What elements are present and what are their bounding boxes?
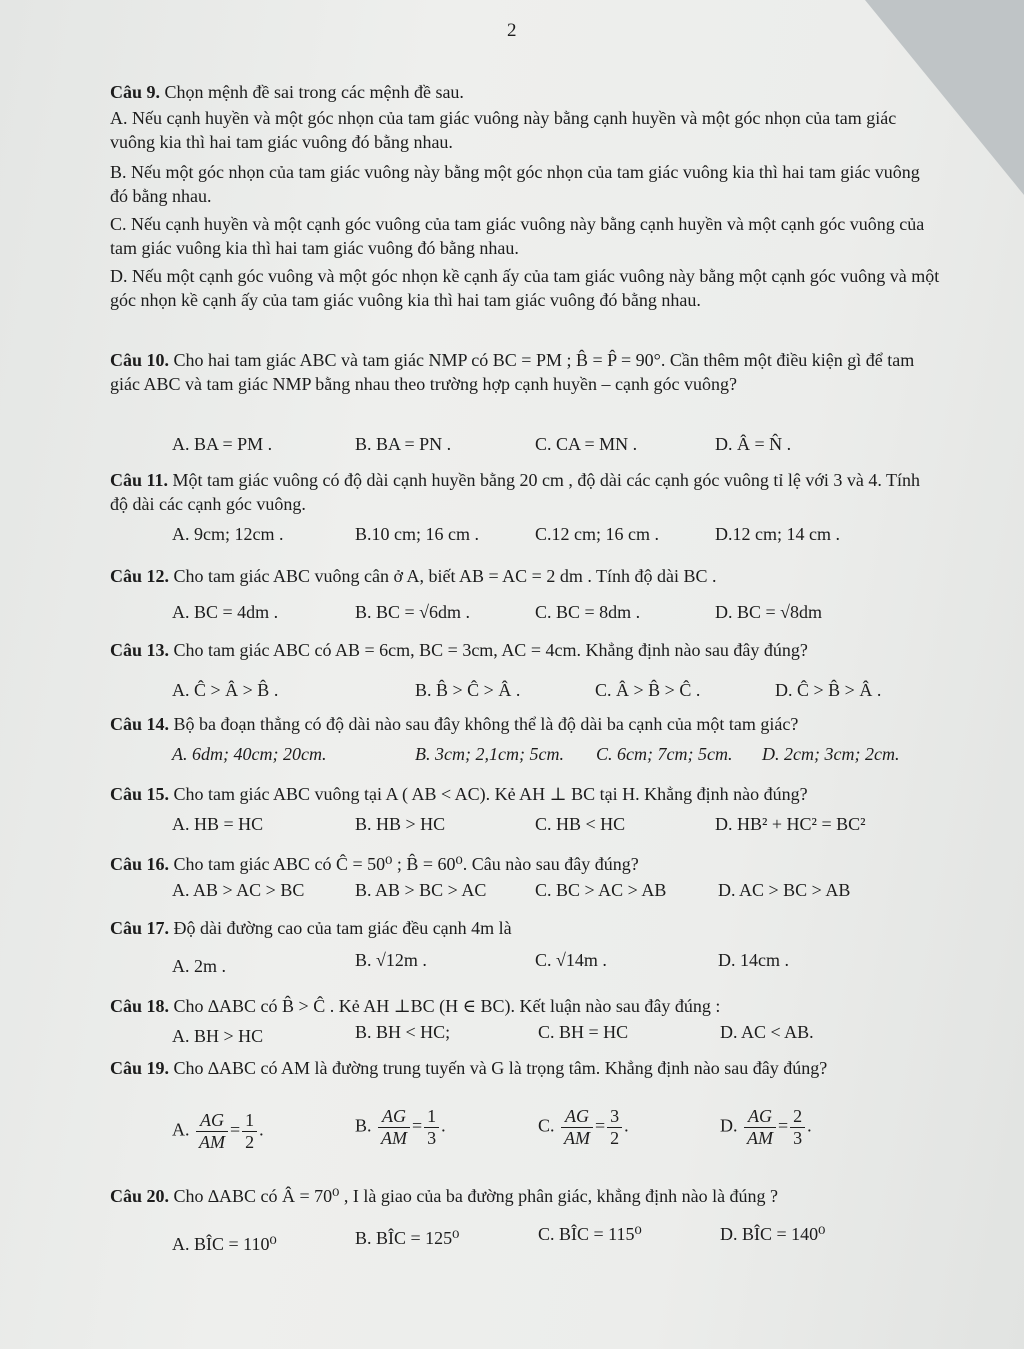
numerator: 1: [424, 1106, 439, 1128]
q12-option-a: A. BC = 4dm .: [172, 602, 279, 622]
question-12: [110, 564, 940, 588]
question-11: [110, 468, 940, 516]
q15-option-d: D. HB² + HC² = BC²: [715, 814, 866, 834]
question-14: [110, 712, 940, 736]
page-number: 2: [507, 20, 517, 41]
question-13: [110, 638, 940, 662]
q10-option-d: D. Â = N̂ .: [715, 434, 792, 454]
question-text: Cho ∆ABC có AM là đường trung tuyến và G là trọng tâm. Khẳng định nào sau đây đúng?: [173, 1058, 828, 1078]
q18-option-a: A. BH > HC: [172, 1026, 264, 1046]
question-text: Cho hai tam giác ABC và tam giác NMP có BC = PM ; B̂ = P̂ = 90°. Cần thêm một điều kiện gì để tam giác ABC và tam giác NMP bằng nhau theo trường hợp cạnh huyền – cạnh góc vuông?: [110, 350, 915, 394]
option-prefix: D.: [720, 1115, 738, 1136]
question-16: [110, 852, 940, 876]
q14-option-a: A. 6dm; 40cm; 20cm.: [172, 744, 327, 764]
denominator: 2: [610, 1128, 620, 1148]
q9-option-d: D. Nếu một cạnh góc vuông và một góc nhọn kề cạnh ấy của tam giác vuông này bằng một cạnh góc vuông và một góc nhọn kề cạnh ấy của tam giác vuông kia thì hai tam giác vuông đó bằng nhau.: [110, 266, 940, 310]
q17-option-b: B. √12m .: [355, 950, 427, 970]
question-text: Cho tam giác ABC vuông cân ở A, biết AB = AC = 2 dm . Tính độ dài BC .: [173, 566, 717, 586]
question-15: [110, 782, 940, 806]
q10-option-c: C. CA = MN .: [535, 434, 638, 454]
question-label: Câu 13.: [110, 640, 170, 660]
q20-option-b: B. BÎC = 125⁰: [355, 1228, 460, 1248]
question-text: Độ dài đường cao của tam giác đều cạnh 4m là: [173, 918, 512, 938]
denominator: AM: [199, 1132, 225, 1152]
q20-option-a: A. BÎC = 110⁰: [172, 1234, 277, 1254]
q18-option-b: B. BH < HC;: [355, 1022, 451, 1042]
q13-option-d: D. Ĉ > B̂ > Â .: [775, 680, 882, 700]
q10-option-a: A. BA = PM .: [172, 434, 273, 454]
q16-option-b: B. AB > BC > AC: [355, 880, 487, 900]
q20-option-c: C. BÎC = 115⁰: [538, 1224, 642, 1244]
question-label: Câu 16.: [110, 854, 170, 874]
question-label: Câu 17.: [110, 918, 170, 938]
fraction: [561, 1106, 593, 1149]
option-prefix: C.: [538, 1115, 555, 1136]
denominator: AM: [564, 1128, 591, 1148]
question-label: Câu 14.: [110, 714, 170, 734]
q11-option-d: D.12 cm; 14 cm .: [715, 524, 840, 544]
q15-option-c: C. HB < HC: [535, 814, 626, 834]
question-10: [110, 348, 940, 396]
q19-option-b: B. $\frac{AG}{AM}$ = $\frac{1}{3}$ .: [355, 1106, 446, 1148]
numerator: AG: [378, 1106, 410, 1128]
q14-option-b: B. 3cm; 2,1cm; 5cm.: [415, 744, 564, 764]
question-9: [110, 80, 940, 104]
question-label: Câu 15.: [110, 784, 170, 804]
fraction: [744, 1106, 776, 1149]
fraction: [424, 1106, 439, 1149]
question-20: [110, 1184, 940, 1208]
q19-option-a: A. $\frac{AG}{AM}$ = $\frac{1}{2}$ .: [172, 1110, 264, 1152]
question-label: Câu 18.: [110, 996, 170, 1016]
q9-option-c: C. Nếu cạnh huyền và một cạnh góc vuông của tam giác vuông này bằng cạnh huyền và một cạnh góc vuông của tam giác vuông kia thì hai tam giác vuông đó bằng nhau.: [110, 214, 925, 258]
question-17: [110, 916, 940, 940]
denominator: 2: [245, 1132, 255, 1152]
q13-option-b: B. B̂ > Ĉ > Â .: [415, 680, 521, 700]
q15-option-a: A. HB = HC: [172, 814, 264, 834]
option-prefix: A.: [172, 1119, 190, 1140]
question-text: Cho ∆ABC có B̂ > Ĉ . Kẻ AH ⊥BC (H ∈ BC). Kết luận nào sau đây đúng :: [173, 996, 721, 1016]
fraction: [790, 1106, 805, 1149]
q10-option-b: B. BA = PN .: [355, 434, 452, 454]
question-18: [110, 994, 940, 1018]
denominator: 3: [427, 1128, 437, 1148]
q19-option-c: C. $\frac{AG}{AM}$ = $\frac{3}{2}$ .: [538, 1106, 629, 1148]
numerator: AG: [196, 1110, 228, 1132]
q16-option-a: A. AB > AC > BC: [172, 880, 305, 900]
q13-option-c: C. Â > B̂ > Ĉ .: [595, 680, 701, 700]
question-text: Cho tam giác ABC vuông tại A ( AB < AC). Kẻ AH ⊥ BC tại H. Khẳng định nào đúng?: [173, 784, 808, 804]
q20-option-d: D. BÎC = 140⁰: [720, 1224, 826, 1244]
numerator: 1: [242, 1110, 257, 1132]
q16-option-d: D. AC > BC > AB: [718, 880, 851, 900]
numerator: 2: [790, 1106, 805, 1128]
fraction: [378, 1106, 410, 1149]
q9-option-b: B. Nếu một góc nhọn của tam giác vuông này bằng một góc nhọn của tam giác vuông kia thì hai tam giác vuông đó bằng nhau.: [110, 162, 920, 206]
q12-option-c: C. BC = 8dm .: [535, 602, 641, 622]
q19-option-d: D. $\frac{AG}{AM}$ = $\frac{2}{3}$ .: [720, 1106, 812, 1148]
q18-option-c: C. BH = HC: [538, 1022, 629, 1042]
q11-option-c: C.12 cm; 16 cm .: [535, 524, 659, 544]
q12-option-b: B. BC = √6dm .: [355, 602, 471, 622]
question-text: Một tam giác vuông có độ dài cạnh huyền bằng 20 cm , độ dài các cạnh góc vuông tỉ lệ với 3 và 4. Tính độ dài các cạnh góc vuông.: [110, 470, 921, 514]
q11-option-a: A. 9cm; 12cm .: [172, 524, 284, 544]
q14-option-c: C. 6cm; 7cm; 5cm.: [596, 744, 733, 764]
numerator: AG: [744, 1106, 776, 1128]
fraction: [242, 1110, 257, 1153]
q14-option-d: D. 2cm; 3cm; 2cm.: [762, 744, 900, 764]
question-label: Câu 12.: [110, 566, 170, 586]
fraction: [196, 1110, 228, 1153]
question-text: Chọn mệnh đề sai trong các mệnh đề sau.: [164, 82, 464, 102]
q18-option-d: D. AC < AB.: [720, 1022, 814, 1042]
question-text: Cho tam giác ABC có Ĉ = 50⁰ ; B̂ = 60⁰. Câu nào sau đây đúng?: [173, 854, 639, 874]
option-prefix: B.: [355, 1115, 372, 1136]
q12-option-d: D. BC = √8dm: [715, 602, 823, 622]
q13-option-a: A. Ĉ > Â > B̂ .: [172, 680, 279, 700]
question-label: Câu 20.: [110, 1186, 170, 1206]
question-label: Câu 9.: [110, 82, 161, 102]
denominator: 3: [793, 1128, 803, 1148]
denominator: AM: [381, 1128, 408, 1148]
question-label: Câu 19.: [110, 1058, 170, 1078]
question-label: Câu 10.: [110, 350, 170, 370]
question-label: Câu 11.: [110, 470, 169, 490]
q17-option-a: A. 2m .: [172, 956, 226, 976]
numerator: 3: [607, 1106, 622, 1128]
fraction: [607, 1106, 622, 1149]
q15-option-b: B. HB > HC: [355, 814, 446, 834]
q9-option-a: A. Nếu cạnh huyền và một góc nhọn của tam giác vuông này bằng cạnh huyền và một góc nhọn của tam giác vuông kia thì hai tam giác vuông đó bằng nhau.: [110, 108, 897, 152]
question-text: Cho tam giác ABC có AB = 6cm, BC = 3cm, AC = 4cm. Khẳng định nào sau đây đúng?: [173, 640, 808, 660]
q17-option-d: D. 14cm .: [718, 950, 789, 970]
question-19: [110, 1056, 890, 1080]
question-text: Cho ∆ABC có Â = 70⁰ , I là giao của ba đường phân giác, khẳng định nào là đúng ?: [173, 1186, 779, 1206]
q11-option-b: B.10 cm; 16 cm .: [355, 524, 479, 544]
q16-option-c: C. BC > AC > AB: [535, 880, 667, 900]
denominator: AM: [747, 1128, 773, 1148]
q17-option-c: C. √14m .: [535, 950, 607, 970]
numerator: AG: [561, 1106, 593, 1128]
question-text: Bộ ba đoạn thẳng có độ dài nào sau đây không thể là độ dài ba cạnh của một tam giác?: [173, 714, 799, 734]
